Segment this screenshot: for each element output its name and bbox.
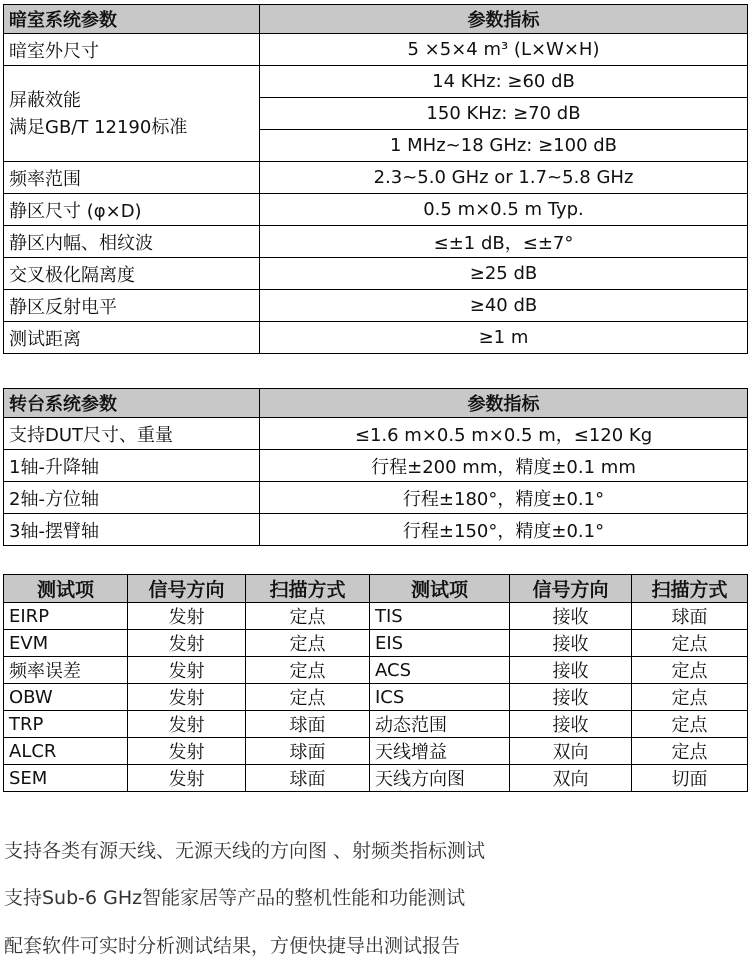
table-cell: 定点 — [246, 630, 370, 657]
table-row — [4, 684, 748, 711]
param-label: 1轴-升降轴 — [4, 450, 260, 482]
table-cell: 发射 — [128, 657, 246, 684]
table-row — [4, 322, 748, 354]
table-cell: 定点 — [632, 711, 748, 738]
column-header: 参数指标 — [260, 5, 748, 34]
feature-line: 配套软件可实时分析测试结果，方便快捷导出测试报告 — [4, 935, 461, 957]
feature-line: 支持Sub-6 GHz智能家居等产品的整机性能和功能测试 — [4, 887, 466, 909]
table-cell: OBW — [4, 684, 128, 711]
darkroom-table — [3, 4, 748, 354]
param-label: 2轴-方位轴 — [4, 482, 260, 514]
table-cell: 发射 — [128, 603, 246, 630]
column-header: 测试项 — [4, 575, 128, 603]
column-header: 扫描方式 — [246, 575, 370, 603]
table-header-row — [4, 575, 748, 603]
table-cell: 接收 — [510, 630, 632, 657]
param-value: 1 MHz~18 GHz: ≥100 dB — [260, 130, 748, 162]
table-cell: 定点 — [632, 738, 748, 765]
table-row — [4, 482, 748, 514]
table-cell: TRP — [4, 711, 128, 738]
table-row — [4, 162, 748, 194]
param-value: 14 KHz: ≥60 dB — [260, 66, 748, 98]
param-value: ≥25 dB — [260, 258, 748, 290]
table-row — [4, 418, 748, 450]
table-cell: 接收 — [510, 657, 632, 684]
param-value: 150 KHz: ≥70 dB — [260, 98, 748, 130]
table-cell: ACS — [370, 657, 510, 684]
table-row — [4, 194, 748, 226]
table-cell: 双向 — [510, 738, 632, 765]
param-value: 行程±180°，精度±0.1° — [260, 482, 748, 514]
table-row — [4, 34, 748, 66]
column-header: 信号方向 — [128, 575, 246, 603]
table-cell: 球面 — [246, 765, 370, 792]
column-header: 测试项 — [370, 575, 510, 603]
param-label: 支持DUT尺寸、重量 — [4, 418, 260, 450]
table-row — [4, 603, 748, 630]
table-cell: 球面 — [246, 738, 370, 765]
param-label-shielding — [4, 66, 260, 162]
table-row — [4, 514, 748, 546]
table-cell: 定点 — [632, 684, 748, 711]
table-cell: 天线方向图 — [370, 765, 510, 792]
table-cell: 球面 — [246, 711, 370, 738]
column-header: 参数指标 — [260, 389, 748, 418]
param-value: ≤1.6 m×0.5 m×0.5 m，≤120 Kg — [260, 418, 748, 450]
table-row — [4, 226, 748, 258]
table-cell: 天线增益 — [370, 738, 510, 765]
table-cell: 发射 — [128, 738, 246, 765]
table-cell: 定点 — [246, 603, 370, 630]
table-cell: 球面 — [632, 603, 748, 630]
table-cell: SEM — [4, 765, 128, 792]
table-cell: 定点 — [246, 684, 370, 711]
table-header-row — [4, 5, 748, 34]
table-row — [4, 630, 748, 657]
column-header: 转台系统参数 — [4, 389, 260, 418]
table-row — [4, 738, 748, 765]
test-items-table — [3, 574, 748, 792]
table-cell: 切面 — [632, 765, 748, 792]
param-label: 频率范围 — [4, 162, 260, 194]
table-row — [4, 711, 748, 738]
param-label: 静区尺寸 (φ×D) — [4, 194, 260, 226]
turntable-table — [3, 388, 748, 546]
table-cell: TIS — [370, 603, 510, 630]
column-header: 信号方向 — [510, 575, 632, 603]
param-label: 交叉极化隔离度 — [4, 258, 260, 290]
table-cell: 接收 — [510, 603, 632, 630]
param-value: ≥40 dB — [260, 290, 748, 322]
table-cell: 发射 — [128, 630, 246, 657]
param-value: 5 ×5×4 m³ (L×W×H) — [260, 34, 748, 66]
table-cell: ICS — [370, 684, 510, 711]
table-row — [4, 66, 748, 98]
table-row — [4, 765, 748, 792]
table-row — [4, 258, 748, 290]
table-cell: EIS — [370, 630, 510, 657]
param-label: 暗室外尺寸 — [4, 34, 260, 66]
table-cell: 定点 — [632, 657, 748, 684]
table-cell: 动态范围 — [370, 711, 510, 738]
param-label: 3轴-摆臂轴 — [4, 514, 260, 546]
table-cell: EVM — [4, 630, 128, 657]
feature-line: 支持各类有源天线、无源天线的方向图 、射频类指标测试 — [4, 840, 486, 862]
table-cell: 接收 — [510, 711, 632, 738]
table-cell: 接收 — [510, 684, 632, 711]
param-label: 屏蔽效能 — [9, 89, 81, 111]
param-value: ≤±1 dB，≤±7° — [260, 226, 748, 258]
table-cell: 定点 — [246, 657, 370, 684]
column-header: 扫描方式 — [632, 575, 748, 603]
param-value: 2.3~5.0 GHz or 1.7~5.8 GHz — [260, 162, 748, 194]
table-cell: 发射 — [128, 684, 246, 711]
table-row — [4, 657, 748, 684]
table-cell: EIRP — [4, 603, 128, 630]
table-row — [4, 450, 748, 482]
table-header-row — [4, 389, 748, 418]
table-cell: ALCR — [4, 738, 128, 765]
param-value: 0.5 m×0.5 m Typ. — [260, 194, 748, 226]
param-value: ≥1 m — [260, 322, 748, 354]
table-row — [4, 290, 748, 322]
param-value: 行程±150°，精度±0.1° — [260, 514, 748, 546]
table-cell: 双向 — [510, 765, 632, 792]
param-label: 静区内幅、相纹波 — [4, 226, 260, 258]
param-value: 行程±200 mm，精度±0.1 mm — [260, 450, 748, 482]
table-cell: 频率误差 — [4, 657, 128, 684]
param-label: 测试距离 — [4, 322, 260, 354]
table-cell: 定点 — [632, 630, 748, 657]
param-label: 满足GB/T 12190标准 — [9, 116, 188, 138]
column-header: 暗室系统参数 — [4, 5, 260, 34]
table-cell: 发射 — [128, 765, 246, 792]
param-label: 静区反射电平 — [4, 290, 260, 322]
table-cell: 发射 — [128, 711, 246, 738]
